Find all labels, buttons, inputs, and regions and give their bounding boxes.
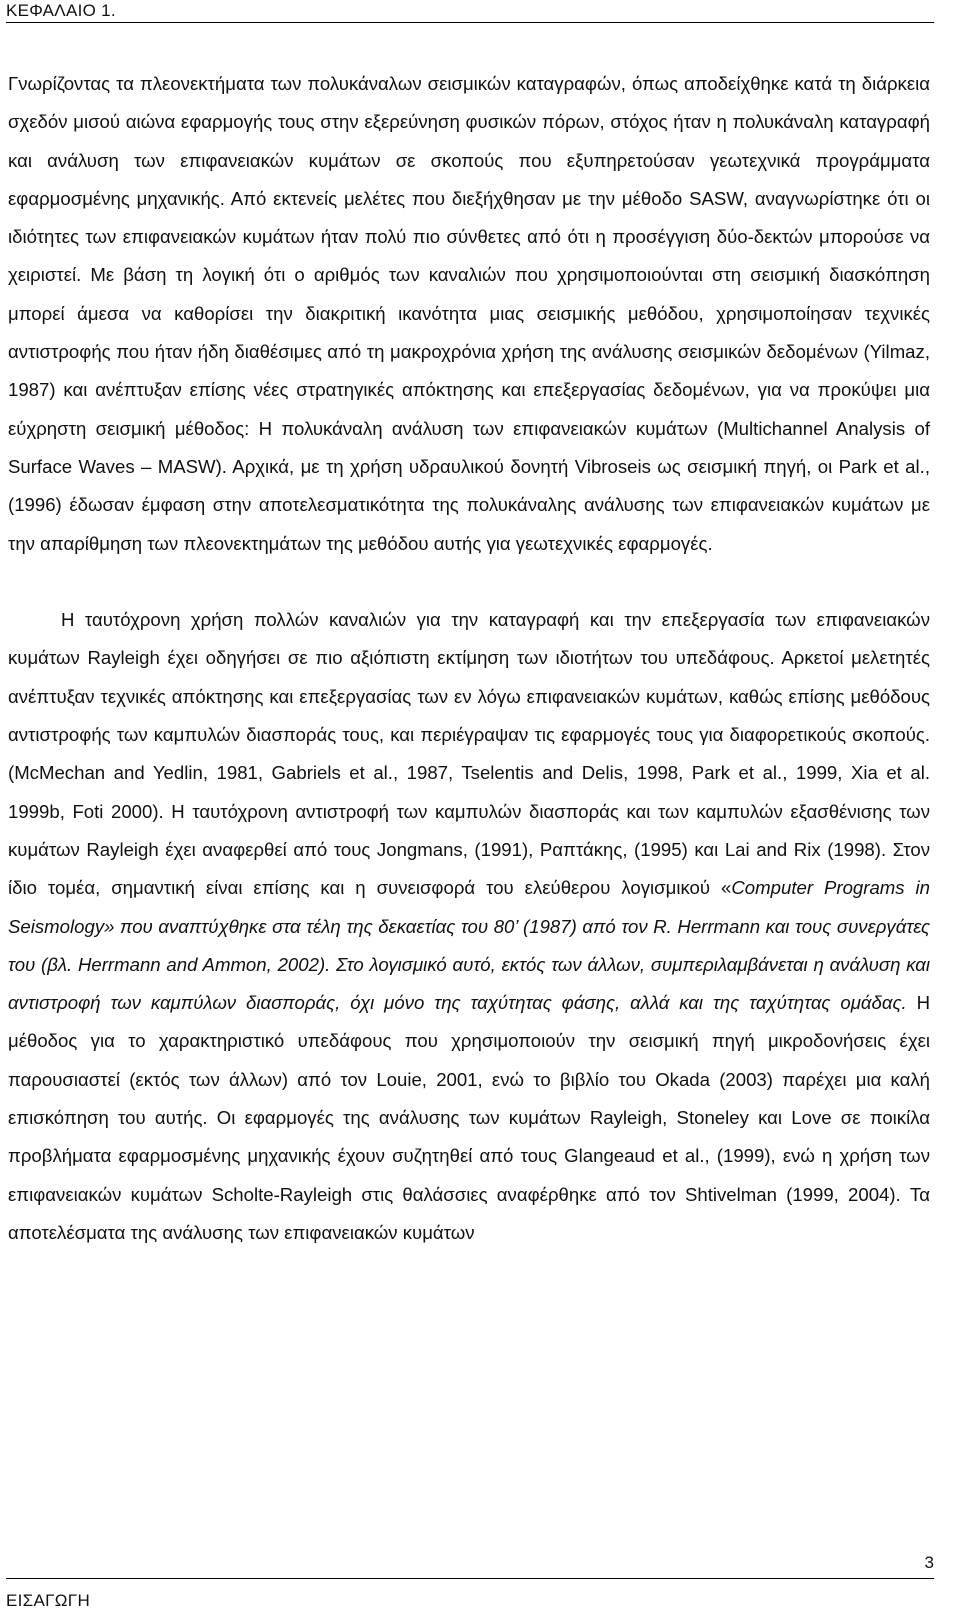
paragraph-2-text-a: Η ταυτόχρονη χρήση πολλών καναλιών για την καταγραφή και την επεξεργασία των επιφανειακών κυμάτων Rayleigh έχει οδηγήσει σε πιο αξιόπιστη εκτίμηση των ιδιοτήτων του υπεδάφους. Αρκετοί μελετητές ανέπτυξαν τεχνικές απόκτησης και επεξεργασίας των εν λόγω επιφανειακών κυμάτων, καθώς επίσης μεθόδους αντιστροφής των καμπυλών διασποράς τους, και περιέγραψαν τις εφαρμογές τους για διαφορετικούς σκοπούς. (McMechan and Yedlin, 1981, Gabriels et al., 1987, Tselentis and Delis, 1998, Park et al., 1999, Xia et al. 1999b, Foti 2000). Η ταυτόχρονη αντιστροφή των καμπυλών διασποράς και των καμπυλών εξασθένισης των κυμάτων Rayleigh έχει αναφερθεί από τους Jongmans, (1991), Ραπτάκης, (1995) και Lai and Rix (1998). Στον ίδιο τομέα, σημαντική είναι επίσης και η συνεισφορά του ελεύθερου λογισμικού « <box>8 609 930 899</box>
running-header <box>6 0 934 23</box>
paragraph-2 <box>8 601 930 1252</box>
paragraph-1 <box>8 65 930 563</box>
document-body <box>8 65 930 1252</box>
paragraph-1-text: Γνωρίζοντας τα πλεονεκτήματα των πολυκάναλων σεισμικών καταγραφών, όπως αποδείχθηκε κατά τη διάρκεια σχεδόν μισού αιώνα εφαρμογής τους στην εξερεύνηση φυσικών πόρων, στόχος ήταν η πολυκάναλη καταγραφή και ανάλυση των επιφανειακών κυμάτων σε σκοπούς που εξυπηρετούσαν γεωτεχνικά προγράμματα εφαρμοσμένης μηχανικής. Από εκτενείς μελέτες που διεξήχθησαν με την μέθοδο SASW, αναγνωρίστηκε ότι οι ιδιότητες των επιφανειακών κυμάτων ήταν πολύ πιο σύνθετες από ότι η προσέγγιση δύο-δεκτών μπορούσε να χειριστεί. Με βάση τη λογική ότι ο αριθμός των καναλιών που χρησιμοποιούνται στη σεισμική διασκόπηση μπορεί άμεσα να καθορίσει την διακριτική ικανότητα μιας σεισμικής μεθόδου, χρησιμοποίησαν τεχνικές αντιστροφής που ήταν ήδη διαθέσιμες από τη μακροχρόνια χρήση της ανάλυσης σεισμικών δεδομένων (Yilmaz, 1987) και ανέπτυξαν επίσης νέες στρατηγικές απόκτησης και επεξεργασίας δεδομένων, για να προκύψει μια εύχρηστη σεισμική μέθοδος: Η πολυκάναλη ανάλυση των επιφανειακών κυμάτων (Multichannel Analysis of Surface Waves – MASW). Αρχικά, με τη χρήση υδραυλικού δονητή Vibroseis ως σεισμική πηγή, οι Park et al., (1996) έδωσαν έμφαση στην αποτελεσματικότητα της πολυκάναλης ανάλυσης των επιφανειακών κυμάτων με την απαρίθμηση των πλεονεκτημάτων της μεθόδου αυτής για γεωτεχνικές εφαρμογές. <box>8 73 930 554</box>
chapter-title: ΚΕΦΑΛΑΙΟ 1. <box>6 1 116 20</box>
running-footer <box>6 1553 934 1610</box>
page-number: 3 <box>924 1553 934 1572</box>
section-label: ΕΙΣΑΓΩΓΗ <box>6 1591 91 1610</box>
paragraph-2-italic-text: Computer Programs in Seismology» που αναπτύχθηκε στα τέλη της δεκαετίας του 80’ (1987) από τον R. Herrmann και τους συνεργάτες του (βλ. Herrmann and Ammon, 2002). Στο λογισμικό αυτό, εκτός των άλλων, συμπεριλαμβάνεται η ανάλυση και αντιστροφή των καμπύλων διασποράς, όχι μόνο της ταχύτητας φάσης, αλλά και της ταχύτητας ομάδας. <box>8 877 930 1014</box>
paragraph-2-text-b: Η μέθοδος για το χαρακτηριστικό υπεδάφους που χρησιμοποιούν την σεισμική πηγή μικροδονήσεις έχει παρουσιαστεί (εκτός των άλλων) από τον Louie, 2001, ενώ το βιβλίο του Okada (2003) παρέχει μια καλή επισκόπηση του αυτής. Οι εφαρμογές της ανάλυσης των κυμάτων Rayleigh, Stoneley και Love σε ποικίλα προβλήματα εφαρμοσμένης μηχανικής έχουν συζητηθεί από τους Glangeaud et al., (1999), ενώ η χρήση των επιφανειακών κυμάτων Scholte-Rayleigh στις θαλάσσιες αναφέρθηκε από τον Shtivelman (1999, 2004). Τα αποτελέσματα της ανάλυσης των επιφανειακών κυμάτων <box>8 992 930 1243</box>
